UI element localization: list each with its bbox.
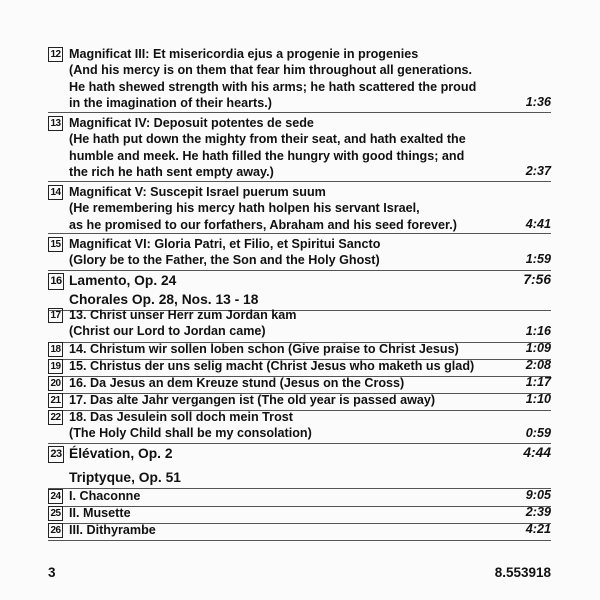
track-title: 16. Da Jesus an dem Kreuze stund (Jesus on the Cross) <box>69 376 405 390</box>
track-number: 19 <box>48 359 63 374</box>
track-25 <box>48 505 551 522</box>
track-duration: 7:56 <box>523 272 551 287</box>
track-22 <box>48 409 551 442</box>
track-duration: 1:09 <box>525 341 551 355</box>
divider <box>48 540 551 541</box>
track-title: 15. Christus der uns selig macht (Christ Jesus who maketh us glad) <box>69 359 475 373</box>
track-number: 24 <box>48 489 63 504</box>
section-heading-chorales: Chorales Op. 28, Nos. 13 - 18 <box>69 292 259 307</box>
track-number: 20 <box>48 376 63 391</box>
track-duration: 1:10 <box>525 392 551 406</box>
track-title: Magnificat III: Et misericordia ejus a progenie in progenies (And his mercy is on them that fear him throughout all generations. He hath shewed strength with his arms; he hath scattered the proud in the imagination of their hearts.) <box>69 47 477 110</box>
track-number: 14 <box>48 185 63 200</box>
track-duration: 0:59 <box>525 426 551 440</box>
track-title: 17. Das alte Jahr vergangen ist (The old year is passed away) <box>69 393 436 407</box>
track-17 <box>48 307 551 340</box>
track-title: 18. Das Jesulein soll doch mein Trost (The Holy Child shall be my consolation) <box>69 410 312 441</box>
track-title: III. Dithyrambe <box>69 523 156 537</box>
track-duration: 2:39 <box>525 505 551 519</box>
track-21 <box>48 392 551 409</box>
track-duration: 1:16 <box>525 324 551 338</box>
track-duration: 1:59 <box>525 252 551 266</box>
track-duration: 2:37 <box>525 164 551 178</box>
track-title: 13. Christ unser Herr zum Jordan kam (Christ our Lord to Jordan came) <box>69 308 297 339</box>
track-duration: 9:05 <box>525 488 551 502</box>
divider <box>48 181 551 182</box>
page-number: 3 <box>48 565 56 580</box>
track-number: 15 <box>48 237 63 252</box>
track-number: 13 <box>48 116 63 131</box>
track-23 <box>48 444 551 466</box>
track-duration: 1:17 <box>525 375 551 389</box>
track-19 <box>48 358 551 375</box>
track-number: 16 <box>48 273 64 290</box>
track-duration: 4:41 <box>525 217 551 231</box>
track-number: 23 <box>48 446 64 463</box>
track-20 <box>48 375 551 392</box>
track-title: Magnificat IV: Deposuit potentes de sede (He hath put down the mighty from their seat, and hath exalted the humble and meek. He hath filled the hungry with good things; and the rich he hath sent empty away.) <box>69 116 466 179</box>
track-title: II. Musette <box>69 506 131 520</box>
track-24 <box>48 488 551 505</box>
divider <box>48 112 551 113</box>
track-title: Élévation, Op. 2 <box>69 446 173 461</box>
track-number: 26 <box>48 523 63 538</box>
track-16 <box>48 271 551 293</box>
track-15 <box>48 236 551 269</box>
track-title: Magnificat V: Suscepit Israel puerum suum (He remembering his mercy hath holpen his servant Israel, as he promised to our forfathers, Abraham and his seed forever.) <box>69 185 457 232</box>
track-14 <box>48 184 551 233</box>
track-title: 14. Christum wir sollen loben schon (Give praise to Christ Jesus) <box>69 342 459 356</box>
track-26 <box>48 522 551 539</box>
divider <box>48 233 551 234</box>
track-duration: 4:21 <box>525 522 551 536</box>
track-title: I. Chaconne <box>69 489 141 503</box>
track-number: 22 <box>48 410 63 425</box>
track-18 <box>48 341 551 358</box>
track-12 <box>48 46 551 112</box>
track-number: 17 <box>48 308 63 323</box>
track-number: 25 <box>48 506 63 521</box>
catalog-number: 8.553918 <box>494 565 551 580</box>
track-title: Magnificat VI: Gloria Patri, et Filio, et Spiritui Sancto (Glory be to the Father, the Son and the Holy Ghost) <box>69 237 381 268</box>
track-duration: 1:36 <box>525 95 551 109</box>
track-number: 18 <box>48 342 63 357</box>
track-13 <box>48 115 551 181</box>
track-title: Lamento, Op. 24 <box>69 273 177 288</box>
track-number: 21 <box>48 393 63 408</box>
track-duration: 2:08 <box>525 358 551 372</box>
section-heading-triptyque: Triptyque, Op. 51 <box>69 470 181 485</box>
track-duration: 4:44 <box>523 445 551 460</box>
track-number: 12 <box>48 47 63 62</box>
